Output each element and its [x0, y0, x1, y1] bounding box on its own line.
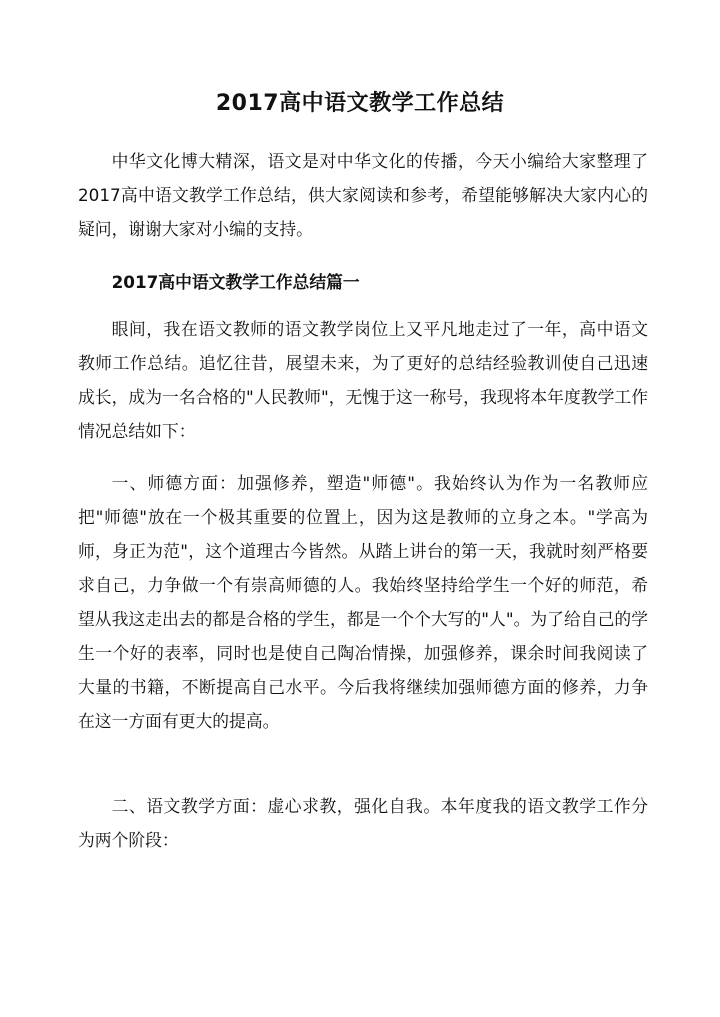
section-heading: 2017高中语文教学工作总结篇一 [111, 272, 360, 292]
body-paragraph-3: 二、语文教学方面：虚心求教，强化自我。本年度我的语文教学工作分为两个阶段： [78, 796, 648, 850]
body-paragraph-1: 眼间，我在语文教师的语文教学岗位上又平凡地走过了一年，高中语文教师工作总结。追忆往昔，展望未来，为了更好的总结经验教训使自己迅速成长，成为一名合格的"人民教师"，无愧于这一称号，我现将本年度教学工作情况总结如下： [78, 319, 648, 441]
body-paragraph-2: 一、师德方面：加强修养，塑造"师德"。我始终认为作为一名教师应把"师德"放在一个极其重要的位置上，因为这是教师的立身之本。"学高为师，身正为范"，这个道理古今皆然。从踏上讲台的第一天，我就时刻严格要求自己，力争做一个有崇高师德的人。我始终坚持给学生一个好的师范，希望从我这走出去的都是合格的学生，都是一个个大写的"人"。为了给自己的学生一个好的表率，同时也是使自己陶冶情操，加强修养，课余时间我阅读了大量的书籍，不断提高自己水平。今后我将继续加强师德方面的修养，力争在这一方面有更大的提高。 [78, 473, 648, 731]
document-title: 2017高中语文教学工作总结 [215, 91, 505, 116]
intro-paragraph: 中华文化博大精深，语文是对中华文化的传播，今天小编给大家整理了2017高中语文教学工作总结，供大家阅读和参考，希望能够解决大家内心的疑问，谢谢大家对小编的支持。 [78, 151, 648, 239]
